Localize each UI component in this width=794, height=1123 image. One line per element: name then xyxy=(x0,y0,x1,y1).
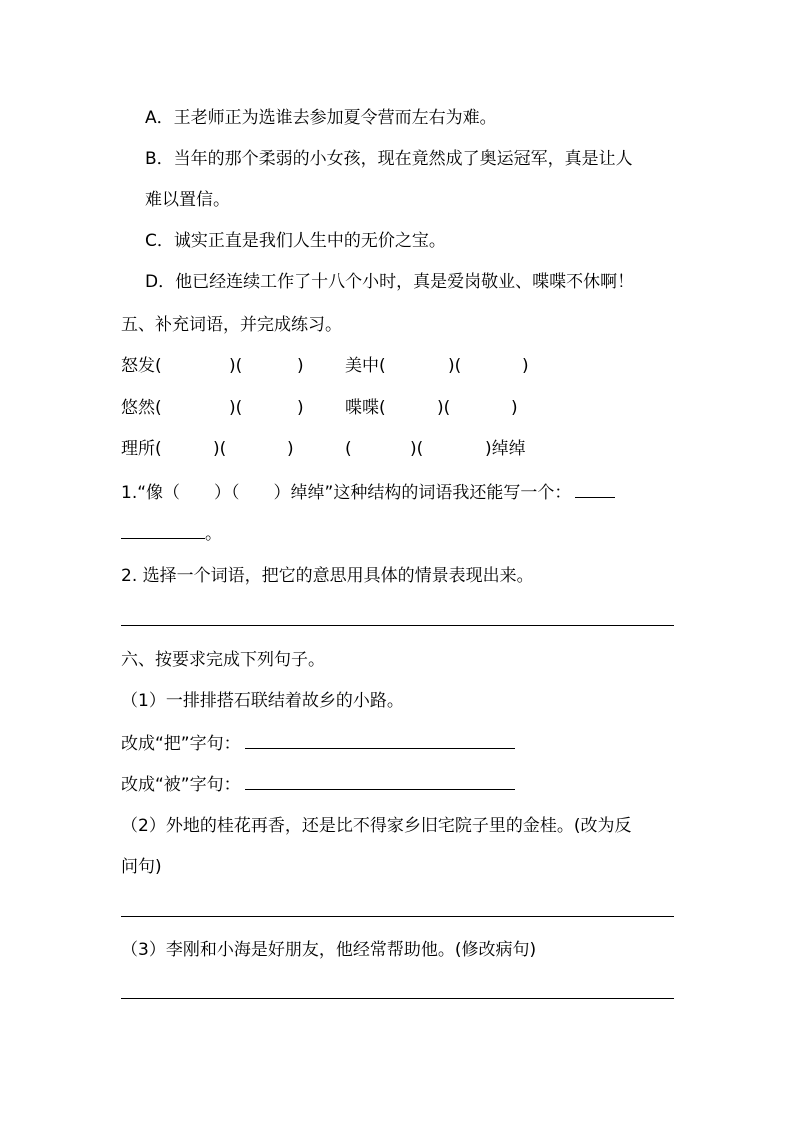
question-5-1-continued xyxy=(121,521,222,545)
idiom-fragment: 怒发( xyxy=(121,356,162,376)
idiom-fragment: ) xyxy=(297,356,304,376)
idiom-fragment: )( xyxy=(437,398,451,418)
answer-blank[interactable] xyxy=(245,772,515,790)
ba-sentence-label: 改成“把”字句： xyxy=(121,734,241,754)
idiom-fragment: )( xyxy=(213,439,227,459)
answer-line[interactable] xyxy=(121,625,674,626)
question-5-1-text: 1.“像（ ）（ ）绰绰”这种结构的词语我还能写一个： xyxy=(121,483,572,503)
option-c: C．诚实正直是我们人生中的无价之宝。 xyxy=(145,231,446,251)
answer-line[interactable] xyxy=(121,916,674,917)
idiom-fragment: )( xyxy=(229,356,243,376)
idiom-fragment: 理所( xyxy=(121,439,162,459)
question-5-1-end: 。 xyxy=(205,524,222,544)
sentence-2: （2）外地的桂花再香，还是比不得家乡旧宅院子里的金桂。(改为反 xyxy=(121,816,632,836)
answer-blank[interactable] xyxy=(121,521,205,539)
answer-blank[interactable] xyxy=(245,731,515,749)
idiom-fragment: 美中( xyxy=(345,356,386,376)
sentence-2-continued: 问句) xyxy=(121,857,162,877)
idiom-fragment: 悠然( xyxy=(121,398,162,418)
option-a: A．王老师正为选谁去参加夏令营而左右为难。 xyxy=(145,108,497,128)
idiom-fragment: ) xyxy=(287,439,294,459)
ba-sentence-row xyxy=(121,731,515,755)
sentence-3: （3）李刚和小海是好朋友，他经常帮助他。(修改病句) xyxy=(121,940,537,960)
option-d: D．他已经连续工作了十八个小时，真是爱岗敬业、喋喋不休啊！ xyxy=(145,272,635,292)
idiom-fragment: ) xyxy=(297,398,304,418)
idiom-fragment: ( xyxy=(345,439,352,459)
section5-heading: 五、补充词语，并完成练习。 xyxy=(121,315,342,335)
idiom-fragment: ) xyxy=(522,356,529,376)
idiom-fragment: )绰绰 xyxy=(485,439,526,459)
idiom-row-2 xyxy=(121,396,674,420)
idiom-fragment: )( xyxy=(410,439,424,459)
option-b: B．当年的那个柔弱的小女孩，现在竟然成了奥运冠军，真是让人 xyxy=(145,149,633,169)
bei-sentence-row xyxy=(121,772,515,796)
idiom-fragment: )( xyxy=(229,398,243,418)
section6-heading: 六、按要求完成下列句子。 xyxy=(121,650,325,670)
question-5-1 xyxy=(121,480,615,504)
option-b-continued: 难以置信。 xyxy=(145,190,230,210)
bei-sentence-label: 改成“被”字句： xyxy=(121,775,241,795)
answer-line[interactable] xyxy=(121,998,674,999)
idiom-fragment: 喋喋( xyxy=(345,398,386,418)
idiom-fragment: )( xyxy=(448,356,462,376)
idiom-row-3 xyxy=(121,437,674,461)
idiom-row-1 xyxy=(121,354,674,378)
answer-blank[interactable] xyxy=(575,480,615,498)
sentence-1: （1）一排排搭石联结着故乡的小路。 xyxy=(121,691,404,711)
idiom-fragment: ) xyxy=(511,398,518,418)
question-5-2: 2. 选择一个词语，把它的意思用具体的情景表现出来。 xyxy=(121,566,534,586)
